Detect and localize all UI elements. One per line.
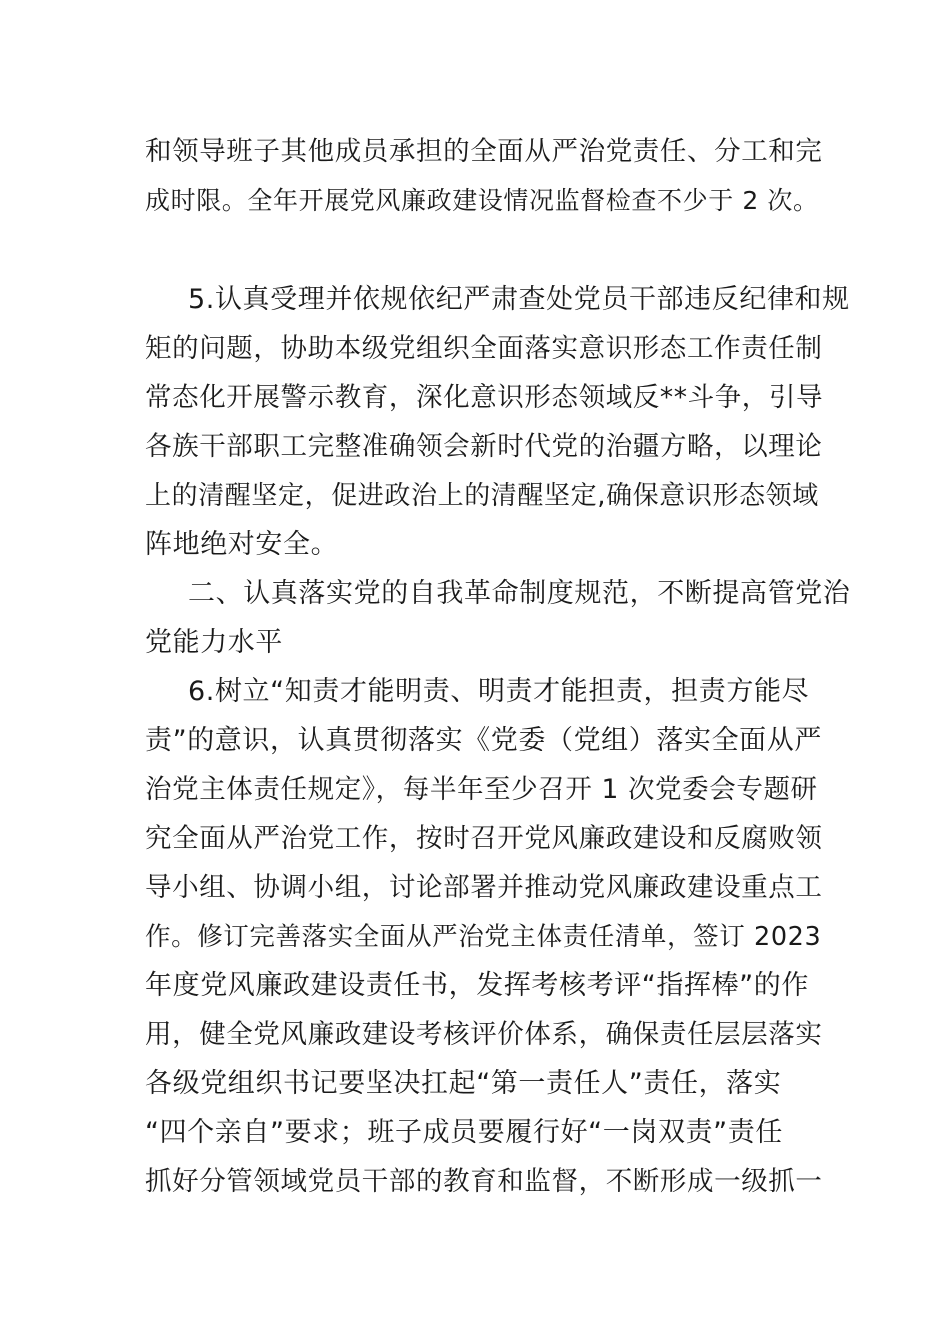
text-line: 导小组、协调小组，讨论部署并推动党风廉政建设重点工: [145, 872, 823, 903]
text-line: 抓好分管领域党员干部的教育和监督，不断形成一级抓一: [145, 1166, 823, 1197]
text-line: 成时限。全年开展党风廉政建设情况监督检查不少于 2 次。: [145, 186, 819, 215]
text-line: 上的清醒坚定，促进政治上的清醒坚定,确保意识形态领域: [145, 481, 819, 511]
text-line: 年度党风廉政建设责任书，发挥考核考评“指挥棒”的作: [145, 970, 809, 1001]
text-line: 作。修订完善落实全面从严治党主体责任清单，签订 2023: [145, 922, 822, 952]
text-line: “四个亲自”要求；班子成员要履行好“一岗双责”责任: [145, 1117, 783, 1148]
text-line: 用，健全党风廉政建设考核评价体系，确保责任层层落实: [145, 1019, 823, 1050]
section-heading: 二、认真落实党的自我革命制度规范，不断提高管党治: [188, 578, 851, 609]
text-line: 和领导班子其他成员承担的全面从严治党责任、分工和完: [145, 136, 823, 167]
text-line: 责”的意识，认真贯彻落实《党委（党组）落实全面从严: [145, 725, 822, 756]
text-line: 矩的问题，协助本级党组织全面落实意识形态工作责任制: [145, 333, 823, 364]
text-line: 治党主体责任规定》，每半年至少召开 1 次党委会专题研: [145, 774, 818, 805]
text-line: 各族干部职工完整准确领会新时代党的治疆方略，以理论: [145, 431, 823, 462]
text-line: 5.认真受理并依规依纪严肃查处党员干部违反纪律和规: [188, 284, 850, 315]
text-line: 6.树立“知责才能明责、明责才能担责，担责方能尽: [188, 676, 810, 707]
text-line: 各级党组织书记要坚决扛起“第一责任人”责任，落实: [145, 1068, 782, 1099]
section-heading: 党能力水平: [145, 627, 283, 658]
text-line: 究全面从严治党工作，按时召开党风廉政建设和反腐败领: [145, 823, 823, 854]
text-line: 阵地绝对安全。: [145, 529, 339, 560]
text-line: 常态化开展警示教育，深化意识形态领域反**斗争，引导: [145, 382, 824, 413]
